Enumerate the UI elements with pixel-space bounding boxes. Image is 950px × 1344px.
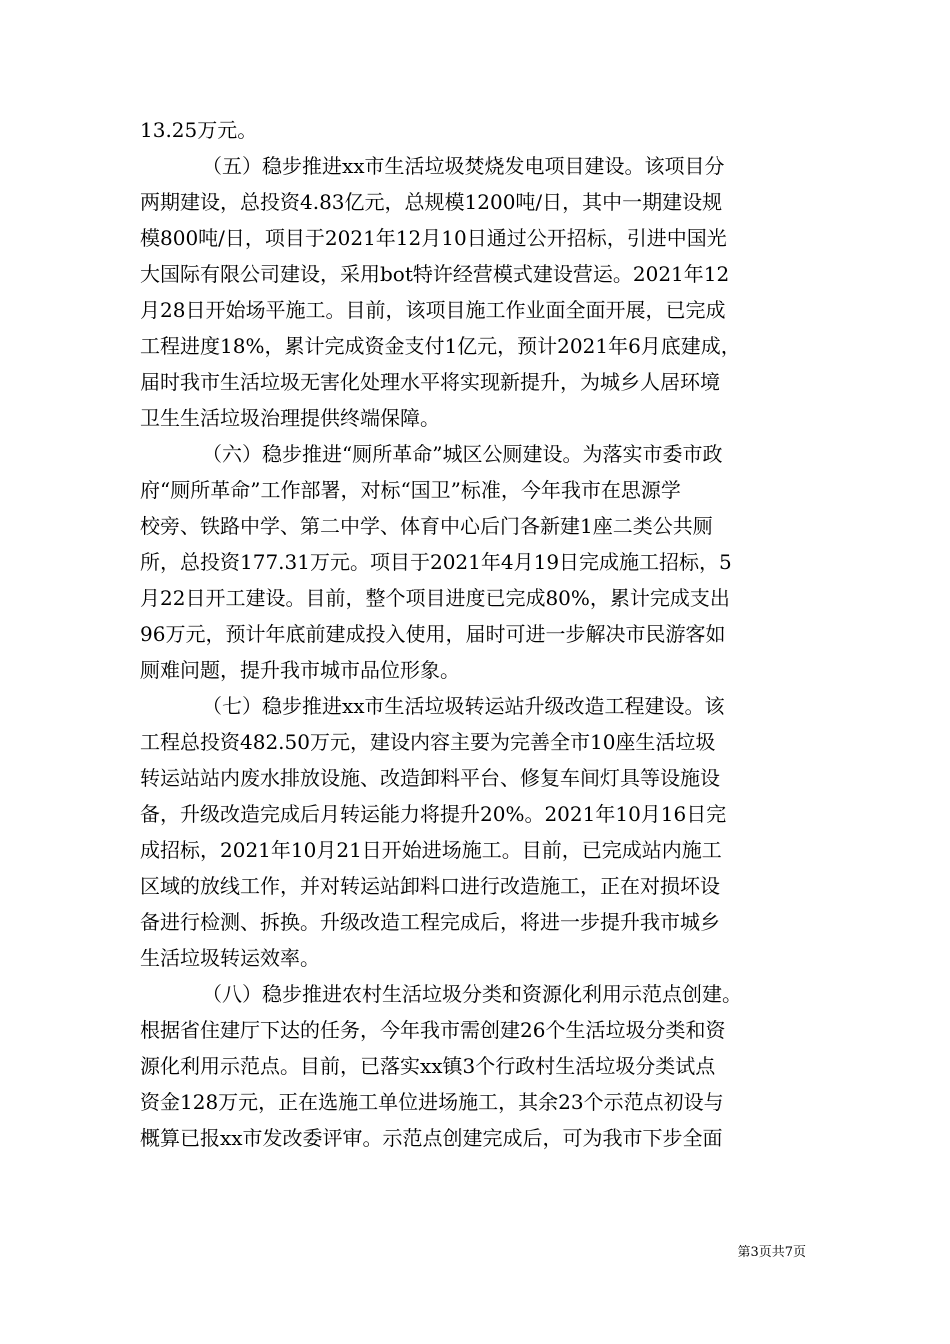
paragraph-start-line: （六）稳步推进“厕所革命”城区公厕建设。为落实市委市政 (202, 442, 723, 466)
text-line: 工程总投资482.50万元，建设内容主要为完善全市10座生活垃圾 (140, 730, 716, 754)
page-number: 第3页共7页 (737, 1245, 806, 1260)
text-line: 概算已报xx市发改委评审。示范点创建完成后，可为我市下步全面 (140, 1126, 723, 1150)
text-line: 转运站站内废水排放设施、改造卸料平台、修复车间灯具等设施设 (140, 766, 720, 790)
text-line: 备，升级改造完成后月转运能力将提升20%。2021年10月16日完 (140, 802, 727, 826)
text-line: 区域的放线工作，并对转运站卸料口进行改造施工，正在对损坏设 (140, 874, 720, 898)
text-line: 模800吨/日，项目于2021年12月10日通过公开招标，引进中国光 (140, 226, 727, 250)
text-line: 卫生生活垃圾治理提供终端保障。 (140, 406, 440, 430)
text-line: 月28日开始场平施工。目前，该项目施工作业面全面开展，已完成 (140, 298, 726, 322)
text-line: 厕难问题，提升我市城市品位形象。 (140, 658, 460, 682)
text-line: 源化利用示范点。目前，已落实xx镇3个行政村生活垃圾分类试点 (140, 1054, 716, 1078)
text-line: 府“厕所革命”工作部署，对标“国卫”标准，今年我市在思源学 (140, 478, 681, 502)
text-line: 13.25万元。 (140, 118, 258, 142)
text-line: 成招标，2021年10月21日开始进场施工。目前，已完成站内施工 (140, 838, 722, 862)
text-line: 工程进度18%，累计完成资金支付1亿元，预计2021年6月底建成， (140, 334, 741, 358)
document-body (140, 112, 812, 1156)
paragraph-start-line: （八）稳步推进农村生活垃圾分类和资源化利用示范点创建。 (202, 982, 742, 1006)
text-line: 资金128万元，正在选施工单位进场施工，其余23个示范点初设与 (140, 1090, 724, 1114)
paragraph-start-line: （五）稳步推进xx市生活垃圾焚烧发电项目建设。该项目分 (202, 154, 725, 178)
text-line: 备进行检测、拆换。升级改造工程完成后，将进一步提升我市城乡 (140, 910, 720, 934)
text-line: 大国际有限公司建设，采用bot特许经营模式建设营运。2021年12 (140, 262, 730, 286)
text-line: 两期建设，总投资4.83亿元，总规模1200吨/日，其中一期建设规 (140, 190, 723, 214)
text-line: 根据省住建厅下达的任务，今年我市需创建26个生活垃圾分类和资 (140, 1018, 726, 1042)
text-line: 月22日开工建设。目前，整个项目进度已完成80%，累计完成支出 (140, 586, 730, 610)
text-line: 96万元，预计年底前建成投入使用，届时可进一步解决市民游客如 (140, 622, 726, 646)
text-line: 生活垃圾转运效率。 (140, 946, 320, 970)
paragraph-start-line: （七）稳步推进xx市生活垃圾转运站升级改造工程建设。该 (202, 694, 725, 718)
text-line: 届时我市生活垃圾无害化处理水平将实现新提升，为城乡人居环境 (140, 370, 720, 394)
text-line: 校旁、铁路中学、第二中学、体育中心后门各新建1座二类公共厕 (140, 514, 713, 538)
text-line: 所，总投资177.31万元。项目于2021年4月19日完成施工招标，5 (140, 550, 732, 574)
